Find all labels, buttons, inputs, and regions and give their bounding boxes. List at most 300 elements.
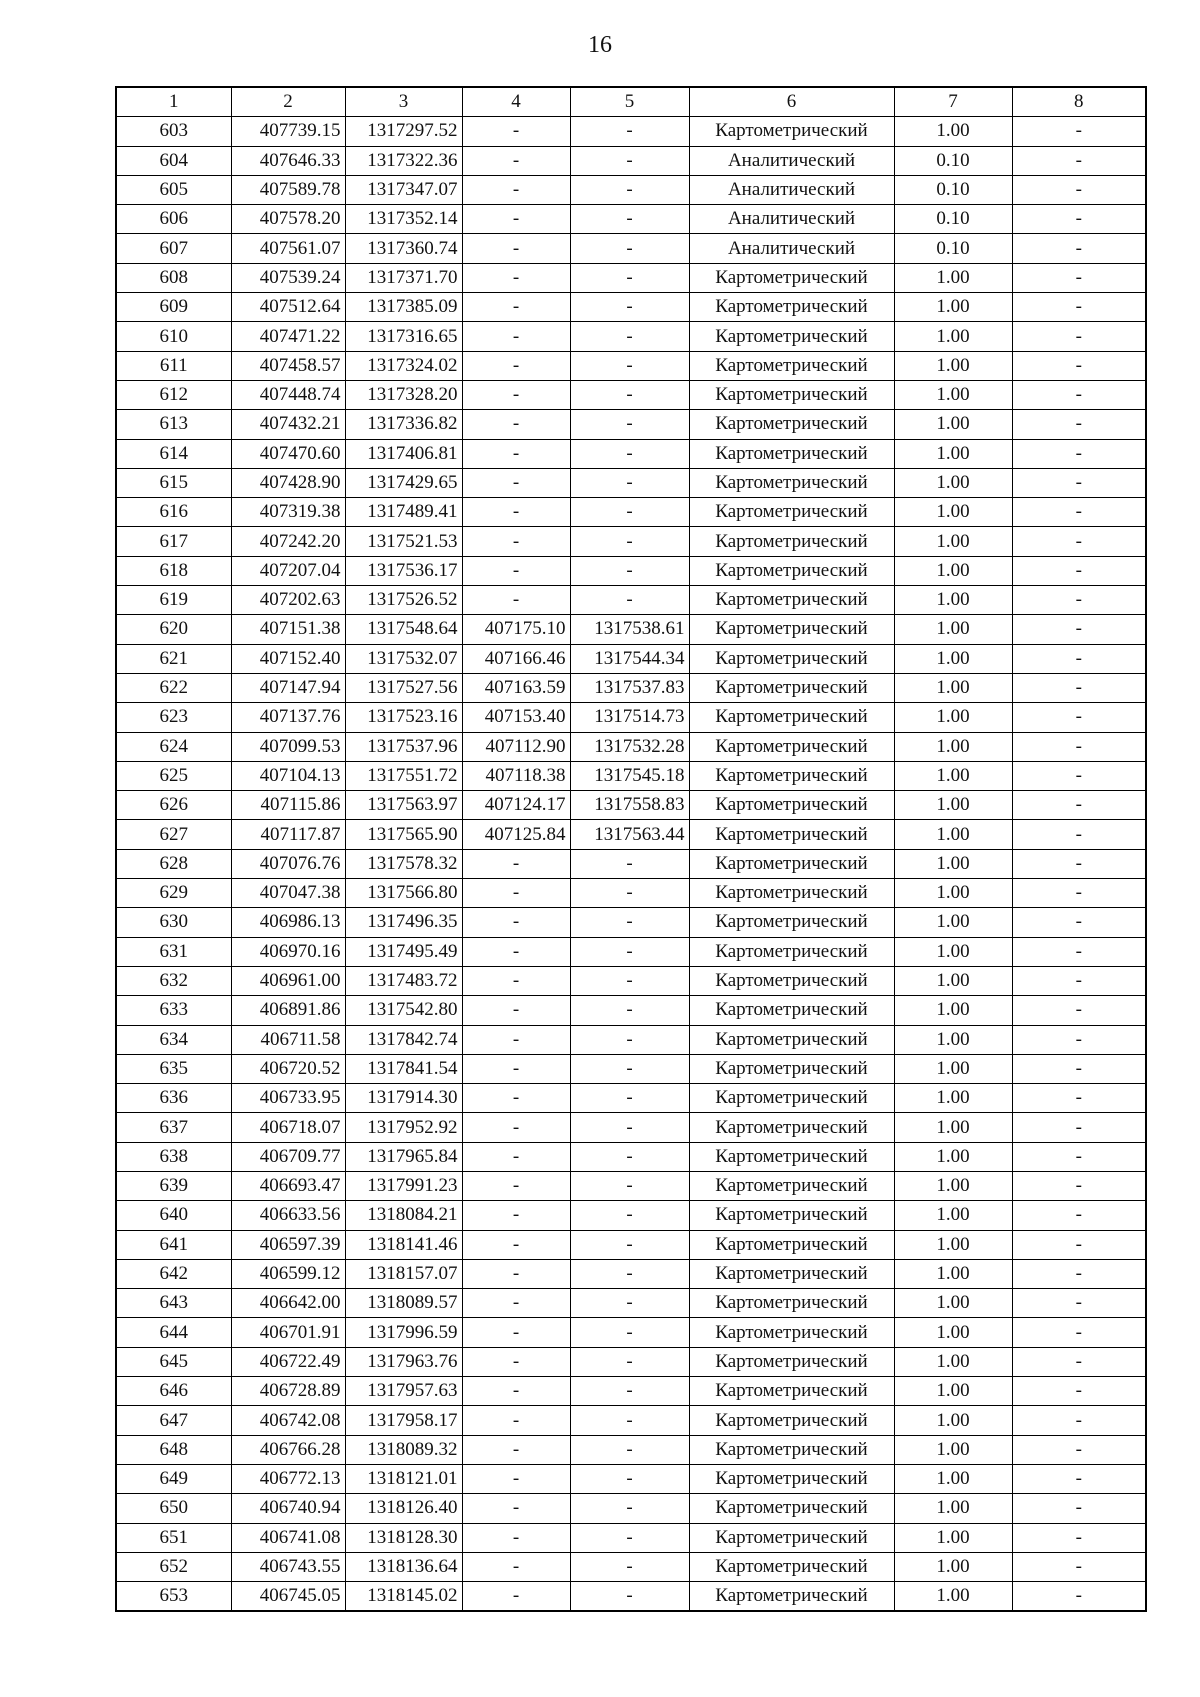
table-row: [116, 410, 1146, 439]
method-cell: Картометрический: [689, 1289, 894, 1318]
point-number-cell: 612: [116, 380, 231, 409]
point-number-cell: 644: [116, 1318, 231, 1347]
accuracy-cell: 0.10: [894, 205, 1012, 234]
table-row: [116, 234, 1146, 263]
accuracy-cell: 1.00: [894, 1259, 1012, 1288]
x-coordinate-cell: 406970.16: [231, 937, 345, 966]
point-number-cell: 604: [116, 146, 231, 175]
x-coordinate-alt-cell: -: [462, 1435, 570, 1464]
note-cell: -: [1012, 1318, 1146, 1347]
accuracy-cell: 1.00: [894, 556, 1012, 585]
y-coordinate-cell: 1318141.46: [345, 1230, 462, 1259]
accuracy-cell: 1.00: [894, 439, 1012, 468]
column-header: 5: [570, 87, 689, 117]
point-number-cell: 605: [116, 175, 231, 204]
x-coordinate-alt-cell: -: [462, 879, 570, 908]
x-coordinate-cell: 406599.12: [231, 1259, 345, 1288]
y-coordinate-cell: 1318089.57: [345, 1289, 462, 1318]
y-coordinate-alt-cell: -: [570, 996, 689, 1025]
method-cell: Картометрический: [689, 498, 894, 527]
method-cell: Картометрический: [689, 586, 894, 615]
method-cell: Картометрический: [689, 1318, 894, 1347]
note-cell: -: [1012, 556, 1146, 585]
point-number-cell: 640: [116, 1201, 231, 1230]
column-header: 2: [231, 87, 345, 117]
x-coordinate-cell: 406741.08: [231, 1523, 345, 1552]
y-coordinate-alt-cell: -: [570, 410, 689, 439]
accuracy-cell: 1.00: [894, 498, 1012, 527]
method-cell: Картометрический: [689, 1464, 894, 1493]
point-number-cell: 630: [116, 908, 231, 937]
note-cell: -: [1012, 1289, 1146, 1318]
method-cell: Картометрический: [689, 1201, 894, 1230]
x-coordinate-alt-cell: -: [462, 1201, 570, 1230]
y-coordinate-alt-cell: -: [570, 175, 689, 204]
method-cell: Картометрический: [689, 1435, 894, 1464]
table-row: [116, 732, 1146, 761]
y-coordinate-alt-cell: 1317532.28: [570, 732, 689, 761]
x-coordinate-alt-cell: -: [462, 1054, 570, 1083]
y-coordinate-cell: 1317385.09: [345, 293, 462, 322]
accuracy-cell: 1.00: [894, 996, 1012, 1025]
x-coordinate-cell: 406745.05: [231, 1582, 345, 1612]
table-body: [116, 117, 1146, 1612]
y-coordinate-alt-cell: -: [570, 351, 689, 380]
x-coordinate-alt-cell: 407163.59: [462, 673, 570, 702]
column-header: 6: [689, 87, 894, 117]
accuracy-cell: 1.00: [894, 937, 1012, 966]
y-coordinate-cell: 1317565.90: [345, 820, 462, 849]
point-number-cell: 636: [116, 1084, 231, 1113]
accuracy-cell: 1.00: [894, 1054, 1012, 1083]
y-coordinate-cell: 1318157.07: [345, 1259, 462, 1288]
method-cell: Картометрический: [689, 1142, 894, 1171]
y-coordinate-cell: 1317914.30: [345, 1084, 462, 1113]
method-cell: Картометрический: [689, 351, 894, 380]
x-coordinate-cell: 407151.38: [231, 615, 345, 644]
note-cell: -: [1012, 1084, 1146, 1113]
x-coordinate-alt-cell: -: [462, 1523, 570, 1552]
y-coordinate-alt-cell: -: [570, 556, 689, 585]
note-cell: -: [1012, 1464, 1146, 1493]
point-number-cell: 622: [116, 673, 231, 702]
accuracy-cell: 1.00: [894, 1494, 1012, 1523]
point-number-cell: 606: [116, 205, 231, 234]
y-coordinate-cell: 1318089.32: [345, 1435, 462, 1464]
column-header: 3: [345, 87, 462, 117]
y-coordinate-alt-cell: -: [570, 937, 689, 966]
accuracy-cell: 1.00: [894, 673, 1012, 702]
method-cell: Картометрический: [689, 879, 894, 908]
method-cell: Картометрический: [689, 1552, 894, 1581]
accuracy-cell: 1.00: [894, 1025, 1012, 1054]
method-cell: Картометрический: [689, 1347, 894, 1376]
point-number-cell: 614: [116, 439, 231, 468]
y-coordinate-cell: 1318145.02: [345, 1582, 462, 1612]
y-coordinate-alt-cell: -: [570, 966, 689, 995]
point-number-cell: 645: [116, 1347, 231, 1376]
accuracy-cell: 1.00: [894, 615, 1012, 644]
table-header-row: [116, 87, 1146, 117]
y-coordinate-cell: 1317958.17: [345, 1406, 462, 1435]
y-coordinate-cell: 1317406.81: [345, 439, 462, 468]
x-coordinate-alt-cell: -: [462, 1171, 570, 1200]
accuracy-cell: 1.00: [894, 1406, 1012, 1435]
y-coordinate-alt-cell: -: [570, 146, 689, 175]
x-coordinate-alt-cell: -: [462, 234, 570, 263]
y-coordinate-alt-cell: -: [570, 1494, 689, 1523]
x-coordinate-cell: 406701.91: [231, 1318, 345, 1347]
x-coordinate-cell: 406642.00: [231, 1289, 345, 1318]
x-coordinate-alt-cell: 407124.17: [462, 791, 570, 820]
y-coordinate-alt-cell: -: [570, 908, 689, 937]
x-coordinate-cell: 407471.22: [231, 322, 345, 351]
y-coordinate-alt-cell: -: [570, 1259, 689, 1288]
x-coordinate-cell: 407470.60: [231, 439, 345, 468]
accuracy-cell: 0.10: [894, 234, 1012, 263]
y-coordinate-cell: 1318136.64: [345, 1552, 462, 1581]
point-number-cell: 616: [116, 498, 231, 527]
accuracy-cell: 1.00: [894, 1582, 1012, 1612]
method-cell: Картометрический: [689, 644, 894, 673]
coordinates-table: [115, 86, 1147, 1612]
point-number-cell: 617: [116, 527, 231, 556]
note-cell: -: [1012, 439, 1146, 468]
method-cell: Картометрический: [689, 966, 894, 995]
table-row: [116, 1259, 1146, 1288]
accuracy-cell: 1.00: [894, 849, 1012, 878]
accuracy-cell: 1.00: [894, 1084, 1012, 1113]
method-cell: Картометрический: [689, 1259, 894, 1288]
point-number-cell: 619: [116, 586, 231, 615]
point-number-cell: 639: [116, 1171, 231, 1200]
x-coordinate-cell: 407207.04: [231, 556, 345, 585]
table-row: [116, 996, 1146, 1025]
accuracy-cell: 1.00: [894, 1113, 1012, 1142]
method-cell: Картометрический: [689, 820, 894, 849]
x-coordinate-alt-cell: -: [462, 1230, 570, 1259]
note-cell: -: [1012, 263, 1146, 292]
x-coordinate-alt-cell: 407153.40: [462, 703, 570, 732]
point-number-cell: 611: [116, 351, 231, 380]
x-coordinate-cell: 407152.40: [231, 644, 345, 673]
x-coordinate-cell: 406633.56: [231, 1201, 345, 1230]
accuracy-cell: 1.00: [894, 263, 1012, 292]
note-cell: -: [1012, 527, 1146, 556]
method-cell: Картометрический: [689, 117, 894, 146]
table-row: [116, 703, 1146, 732]
accuracy-cell: 1.00: [894, 1347, 1012, 1376]
x-coordinate-cell: 407117.87: [231, 820, 345, 849]
accuracy-cell: 1.00: [894, 703, 1012, 732]
y-coordinate-alt-cell: -: [570, 1054, 689, 1083]
method-cell: Картометрический: [689, 615, 894, 644]
y-coordinate-alt-cell: -: [570, 1113, 689, 1142]
method-cell: Картометрический: [689, 1582, 894, 1612]
accuracy-cell: 1.00: [894, 966, 1012, 995]
method-cell: Картометрический: [689, 322, 894, 351]
y-coordinate-alt-cell: -: [570, 586, 689, 615]
x-coordinate-alt-cell: -: [462, 1142, 570, 1171]
method-cell: Картометрический: [689, 1523, 894, 1552]
column-header: 8: [1012, 87, 1146, 117]
x-coordinate-cell: 406961.00: [231, 966, 345, 995]
method-cell: Картометрический: [689, 263, 894, 292]
y-coordinate-alt-cell: -: [570, 1582, 689, 1612]
table-row: [116, 1435, 1146, 1464]
accuracy-cell: 1.00: [894, 1201, 1012, 1230]
x-coordinate-cell: 407047.38: [231, 879, 345, 908]
point-number-cell: 634: [116, 1025, 231, 1054]
point-number-cell: 635: [116, 1054, 231, 1083]
x-coordinate-cell: 406693.47: [231, 1171, 345, 1200]
method-cell: Картометрический: [689, 1025, 894, 1054]
table-row: [116, 615, 1146, 644]
x-coordinate-cell: 406720.52: [231, 1054, 345, 1083]
method-cell: Картометрический: [689, 1054, 894, 1083]
x-coordinate-alt-cell: -: [462, 293, 570, 322]
table-row: [116, 820, 1146, 849]
note-cell: -: [1012, 673, 1146, 702]
y-coordinate-alt-cell: -: [570, 1084, 689, 1113]
table-row: [116, 586, 1146, 615]
table-row: [116, 673, 1146, 702]
x-coordinate-alt-cell: 407166.46: [462, 644, 570, 673]
note-cell: -: [1012, 498, 1146, 527]
method-cell: Картометрический: [689, 380, 894, 409]
accuracy-cell: 1.00: [894, 879, 1012, 908]
x-coordinate-cell: 406722.49: [231, 1347, 345, 1376]
y-coordinate-alt-cell: 1317563.44: [570, 820, 689, 849]
x-coordinate-cell: 407319.38: [231, 498, 345, 527]
y-coordinate-alt-cell: -: [570, 498, 689, 527]
y-coordinate-alt-cell: 1317544.34: [570, 644, 689, 673]
y-coordinate-cell: 1317996.59: [345, 1318, 462, 1347]
point-number-cell: 642: [116, 1259, 231, 1288]
table-row: [116, 263, 1146, 292]
x-coordinate-alt-cell: -: [462, 146, 570, 175]
table-row: [116, 1552, 1146, 1581]
x-coordinate-alt-cell: -: [462, 1113, 570, 1142]
x-coordinate-cell: 407202.63: [231, 586, 345, 615]
method-cell: Картометрический: [689, 439, 894, 468]
y-coordinate-cell: 1317563.97: [345, 791, 462, 820]
accuracy-cell: 1.00: [894, 791, 1012, 820]
y-coordinate-cell: 1317429.65: [345, 468, 462, 497]
x-coordinate-alt-cell: -: [462, 205, 570, 234]
table-row: [116, 966, 1146, 995]
y-coordinate-cell: 1317991.23: [345, 1171, 462, 1200]
point-number-cell: 624: [116, 732, 231, 761]
note-cell: -: [1012, 1494, 1146, 1523]
method-cell: Картометрический: [689, 996, 894, 1025]
table-row: [116, 1406, 1146, 1435]
x-coordinate-cell: 407646.33: [231, 146, 345, 175]
note-cell: -: [1012, 146, 1146, 175]
note-cell: -: [1012, 117, 1146, 146]
table-row: [116, 1582, 1146, 1612]
point-number-cell: 627: [116, 820, 231, 849]
x-coordinate-alt-cell: -: [462, 1259, 570, 1288]
table-row: [116, 527, 1146, 556]
y-coordinate-alt-cell: -: [570, 468, 689, 497]
table-row: [116, 1318, 1146, 1347]
x-coordinate-cell: 407104.13: [231, 761, 345, 790]
y-coordinate-alt-cell: 1317558.83: [570, 791, 689, 820]
note-cell: -: [1012, 761, 1146, 790]
accuracy-cell: 1.00: [894, 1377, 1012, 1406]
y-coordinate-cell: 1317963.76: [345, 1347, 462, 1376]
column-header: 4: [462, 87, 570, 117]
y-coordinate-cell: 1317336.82: [345, 410, 462, 439]
y-coordinate-alt-cell: -: [570, 1289, 689, 1318]
y-coordinate-alt-cell: -: [570, 322, 689, 351]
x-coordinate-alt-cell: -: [462, 263, 570, 292]
y-coordinate-alt-cell: -: [570, 1142, 689, 1171]
table-row: [116, 791, 1146, 820]
table-row: [116, 1171, 1146, 1200]
table-row: [116, 468, 1146, 497]
column-header: 7: [894, 87, 1012, 117]
y-coordinate-alt-cell: -: [570, 1406, 689, 1435]
x-coordinate-cell: 406766.28: [231, 1435, 345, 1464]
table-row: [116, 879, 1146, 908]
table-row: [116, 205, 1146, 234]
point-number-cell: 650: [116, 1494, 231, 1523]
x-coordinate-alt-cell: -: [462, 1289, 570, 1318]
x-coordinate-cell: 406711.58: [231, 1025, 345, 1054]
method-cell: Картометрический: [689, 1494, 894, 1523]
table-row: [116, 1084, 1146, 1113]
accuracy-cell: 1.00: [894, 586, 1012, 615]
accuracy-cell: 1.00: [894, 410, 1012, 439]
point-number-cell: 641: [116, 1230, 231, 1259]
method-cell: Картометрический: [689, 849, 894, 878]
y-coordinate-cell: 1317371.70: [345, 263, 462, 292]
y-coordinate-cell: 1317566.80: [345, 879, 462, 908]
point-number-cell: 613: [116, 410, 231, 439]
point-number-cell: 633: [116, 996, 231, 1025]
note-cell: -: [1012, 1171, 1146, 1200]
table-row: [116, 908, 1146, 937]
x-coordinate-alt-cell: -: [462, 996, 570, 1025]
y-coordinate-cell: 1318084.21: [345, 1201, 462, 1230]
table-row: [116, 1523, 1146, 1552]
x-coordinate-alt-cell: -: [462, 1084, 570, 1113]
note-cell: -: [1012, 1025, 1146, 1054]
y-coordinate-cell: 1317952.92: [345, 1113, 462, 1142]
x-coordinate-alt-cell: -: [462, 586, 570, 615]
accuracy-cell: 1.00: [894, 820, 1012, 849]
note-cell: -: [1012, 293, 1146, 322]
y-coordinate-cell: 1318126.40: [345, 1494, 462, 1523]
y-coordinate-alt-cell: -: [570, 263, 689, 292]
y-coordinate-cell: 1317578.32: [345, 849, 462, 878]
accuracy-cell: 1.00: [894, 351, 1012, 380]
point-number-cell: 609: [116, 293, 231, 322]
note-cell: -: [1012, 791, 1146, 820]
x-coordinate-cell: 406740.94: [231, 1494, 345, 1523]
y-coordinate-cell: 1317322.36: [345, 146, 462, 175]
point-number-cell: 649: [116, 1464, 231, 1493]
x-coordinate-cell: 407458.57: [231, 351, 345, 380]
y-coordinate-alt-cell: -: [570, 1464, 689, 1493]
note-cell: -: [1012, 322, 1146, 351]
table-row: [116, 1054, 1146, 1083]
table-row: [116, 1113, 1146, 1142]
x-coordinate-alt-cell: -: [462, 117, 570, 146]
y-coordinate-cell: 1317841.54: [345, 1054, 462, 1083]
y-coordinate-cell: 1317489.41: [345, 498, 462, 527]
note-cell: -: [1012, 732, 1146, 761]
note-cell: -: [1012, 703, 1146, 732]
note-cell: -: [1012, 644, 1146, 673]
y-coordinate-alt-cell: -: [570, 849, 689, 878]
y-coordinate-alt-cell: -: [570, 205, 689, 234]
x-coordinate-cell: 407739.15: [231, 117, 345, 146]
accuracy-cell: 1.00: [894, 908, 1012, 937]
y-coordinate-alt-cell: -: [570, 1025, 689, 1054]
y-coordinate-alt-cell: -: [570, 1435, 689, 1464]
note-cell: -: [1012, 1142, 1146, 1171]
x-coordinate-cell: 406733.95: [231, 1084, 345, 1113]
note-cell: -: [1012, 1582, 1146, 1612]
table-row: [116, 1201, 1146, 1230]
table-row: [116, 322, 1146, 351]
accuracy-cell: 1.00: [894, 1230, 1012, 1259]
method-cell: Картометрический: [689, 1171, 894, 1200]
y-coordinate-alt-cell: -: [570, 1230, 689, 1259]
table-row: [116, 1142, 1146, 1171]
table-row: [116, 761, 1146, 790]
x-coordinate-alt-cell: -: [462, 468, 570, 497]
table-row: [116, 1494, 1146, 1523]
y-coordinate-cell: 1318128.30: [345, 1523, 462, 1552]
y-coordinate-cell: 1317495.49: [345, 937, 462, 966]
y-coordinate-alt-cell: 1317545.18: [570, 761, 689, 790]
note-cell: -: [1012, 937, 1146, 966]
point-number-cell: 631: [116, 937, 231, 966]
accuracy-cell: 1.00: [894, 644, 1012, 673]
x-coordinate-alt-cell: -: [462, 1025, 570, 1054]
page-number: 16: [588, 32, 612, 58]
x-coordinate-alt-cell: 407118.38: [462, 761, 570, 790]
y-coordinate-cell: 1317965.84: [345, 1142, 462, 1171]
point-number-cell: 610: [116, 322, 231, 351]
x-coordinate-alt-cell: -: [462, 1464, 570, 1493]
y-coordinate-alt-cell: -: [570, 879, 689, 908]
x-coordinate-alt-cell: -: [462, 1582, 570, 1612]
accuracy-cell: 1.00: [894, 1289, 1012, 1318]
table-row: [116, 1347, 1146, 1376]
x-coordinate-cell: 407589.78: [231, 175, 345, 204]
x-coordinate-alt-cell: -: [462, 1318, 570, 1347]
y-coordinate-cell: 1317521.53: [345, 527, 462, 556]
point-number-cell: 628: [116, 849, 231, 878]
x-coordinate-alt-cell: -: [462, 937, 570, 966]
x-coordinate-cell: 406772.13: [231, 1464, 345, 1493]
x-coordinate-alt-cell: -: [462, 1552, 570, 1581]
x-coordinate-cell: 407099.53: [231, 732, 345, 761]
table-row: [116, 498, 1146, 527]
x-coordinate-alt-cell: -: [462, 556, 570, 585]
y-coordinate-cell: 1317536.17: [345, 556, 462, 585]
y-coordinate-alt-cell: -: [570, 1523, 689, 1552]
x-coordinate-alt-cell: 407175.10: [462, 615, 570, 644]
y-coordinate-cell: 1317316.65: [345, 322, 462, 351]
accuracy-cell: 1.00: [894, 1552, 1012, 1581]
x-coordinate-cell: 407432.21: [231, 410, 345, 439]
